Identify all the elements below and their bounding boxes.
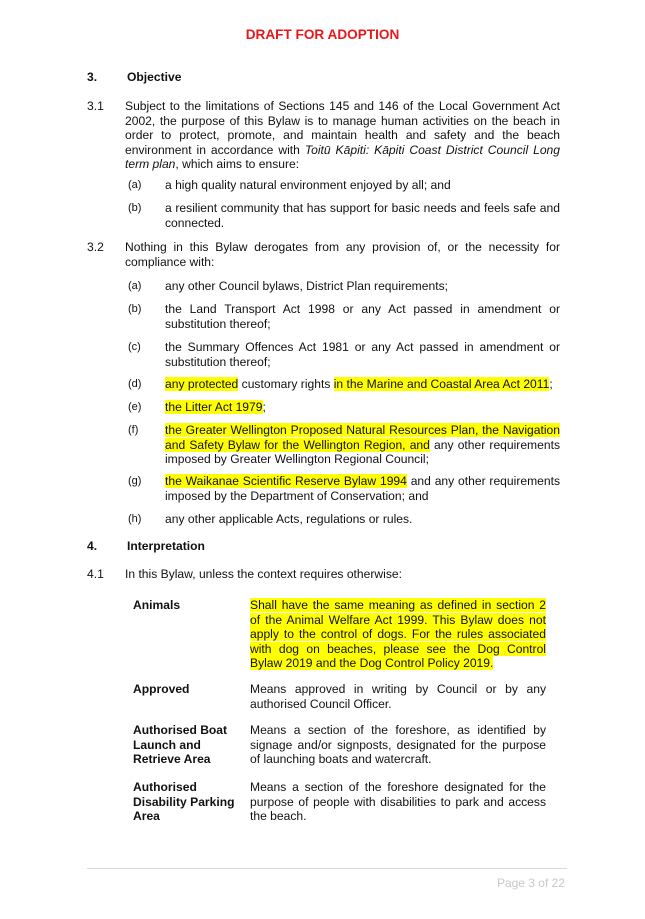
definition-term: Authorised Boat Launch and Retrieve Area <box>133 723 228 767</box>
definition-meaning: Means a section of the foreshore designated for the purpose of people with disabilities to park and access the beach. <box>250 780 546 824</box>
definition-term: Approved <box>133 682 190 696</box>
section-title: Interpretation <box>127 539 205 553</box>
highlighted-text: Shall have the same meaning as defined in section 2 of the Animal Welfare Act 1999. This Bylaw does not apply to the control of dogs. For the rules associated with dog on beaches, please see the Dog Control Bylaw 2019 and the Dog Control Policy 2019. <box>250 598 546 671</box>
highlighted-text: the Waikanae Scientific Reserve Bylaw 1994 <box>165 474 407 488</box>
footer-divider <box>87 868 567 869</box>
highlighted-text: the Greater Wellington Proposed Natural Resources Plan, the Navigation and Safety Bylaw for the Wellington Region, and <box>165 423 560 452</box>
paragraph-text: In this Bylaw, unless the context requires otherwise: <box>125 567 402 581</box>
definition-meaning: Means approved in writing by Council or by any authorised Council Officer. <box>250 682 546 711</box>
highlighted-text: any protected <box>165 377 239 391</box>
highlighted-text: in the Marine and Coastal Area Act 2011 <box>333 377 550 391</box>
item-number: (a) <box>128 280 142 292</box>
item-text <box>165 377 560 392</box>
section-4-heading <box>87 539 205 554</box>
item-number: (b) <box>128 202 142 214</box>
paragraph-number: 3.2 <box>87 240 104 254</box>
item-number: (b) <box>128 303 142 315</box>
item-number: (d) <box>128 378 142 390</box>
item-number: (c) <box>128 341 141 353</box>
definition-meaning: Means a section of the foreshore, as identified by signage and/or signposts, designated for the purpose of launching boats and watercraft. <box>250 723 546 767</box>
item-text: the Summary Offences Act 1981 or any Act passed in amendment or substitution thereof; <box>165 340 560 369</box>
item-number: (g) <box>128 475 142 487</box>
item-text <box>165 423 560 467</box>
text-run: customary rights <box>238 377 334 391</box>
paragraph-text <box>125 99 560 172</box>
highlighted-text: the Litter Act 1979 <box>165 400 263 414</box>
paragraph-number: 4.1 <box>87 567 104 581</box>
long-term-plan-title: Toitū Kāpiti: Kāpiti Coast District Council Long term plan <box>125 142 560 172</box>
item-text: the Land Transport Act 1998 or any Act passed in amendment or substitution thereof; <box>165 302 560 331</box>
definition-term: Animals <box>133 598 181 612</box>
text-run: Subject to the limitations of Sections 145 and 146 of the Local Government Act 2002, the purpose of this Bylaw is to manage human activities on the beach in order to protect, promote, and maintain health and safety and the beach environment in accordance with <box>125 99 560 157</box>
text-run: ; <box>549 377 553 391</box>
item-text <box>165 474 560 503</box>
item-number: (h) <box>128 513 142 525</box>
page-number: Page 3 of 22 <box>496 876 565 890</box>
item-text <box>165 400 560 415</box>
text-run: and any other requirements imposed by the Department of Conservation; and <box>165 474 561 503</box>
text-run: ; <box>262 400 266 414</box>
item-text: any other Council bylaws, District Plan requirements; <box>165 279 448 293</box>
item-number: (f) <box>128 424 139 436</box>
section-number: 3. <box>87 70 98 84</box>
section-title: Objective <box>127 70 182 84</box>
definition-meaning <box>250 598 546 671</box>
item-text: a high quality natural environment enjoyed by all; and <box>165 178 451 192</box>
section-3-heading <box>87 70 181 85</box>
definition-term: Authorised Disability Parking Area <box>133 780 235 824</box>
text-run: any other requirements imposed by Greater Wellington Regional Council; <box>165 437 560 467</box>
item-text: a resilient community that has support for basic needs and feels safe and connected. <box>165 201 560 230</box>
item-number: (e) <box>128 401 142 413</box>
paragraph-number: 3.1 <box>87 99 104 113</box>
draft-banner: DRAFT FOR ADOPTION <box>245 27 400 42</box>
text-run: , which aims to ensure: <box>175 157 300 172</box>
item-text: any other applicable Acts, regulations or rules. <box>165 512 413 526</box>
paragraph-text: Nothing in this Bylaw derogates from any provision of, or the necessity for compliance with: <box>125 240 560 269</box>
section-number: 4. <box>87 539 98 553</box>
item-number: (a) <box>128 179 142 191</box>
